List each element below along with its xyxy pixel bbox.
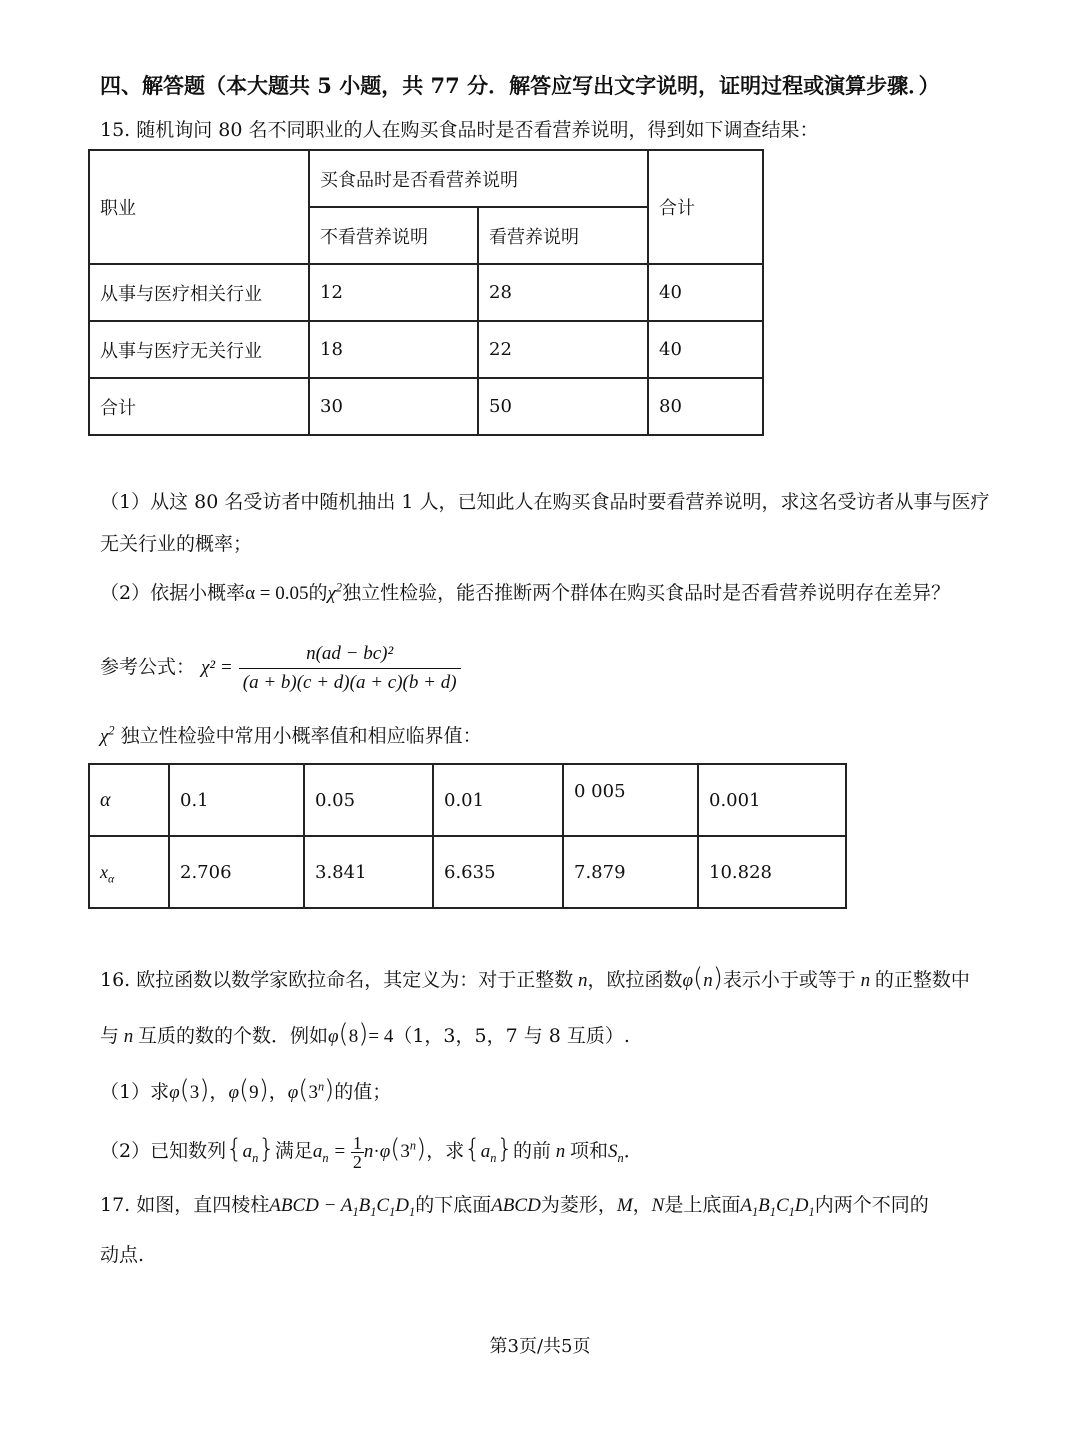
cell-read: 50 — [478, 378, 648, 435]
cell-total: 40 — [648, 321, 763, 378]
page-number: 第3页/共5页 — [489, 1336, 591, 1357]
table-row — [89, 836, 846, 908]
q16-part1: （1）求φ(3)，φ(9)，φ(3$^n$)的值； — [100, 1075, 392, 1105]
formula-numerator: n(ad − bc)² — [239, 640, 461, 669]
q16-line2: 与 n 互质的数的个数．例如φ(8)= 4（1，3，5，7 与 8 互质）. — [100, 1019, 630, 1049]
header-read-label: 买食品时是否看营养说明 — [309, 150, 648, 207]
q15-part2 — [100, 581, 950, 606]
table-row — [89, 764, 846, 836]
formula-fraction — [239, 640, 461, 697]
header-occupation: 职业 — [89, 150, 309, 264]
alpha-header: α — [89, 764, 169, 836]
q17-line2: 动点. — [100, 1244, 145, 1266]
x-alpha-header: $x_\alpha$ — [89, 836, 169, 908]
cell-not-read: 18 — [309, 321, 478, 378]
alpha-cell: 0.01 — [433, 764, 563, 836]
alpha-cell: 0 005 — [563, 764, 698, 836]
critical-value-cell: 3.841 — [304, 836, 433, 908]
cell-not-read: 30 — [309, 378, 478, 435]
cell-read: 22 — [478, 321, 648, 378]
formula-lhs: χ² = — [201, 657, 233, 678]
cell-not-read: 12 — [309, 264, 478, 321]
header-not-read: 不看营养说明 — [309, 207, 478, 264]
reference-formula — [100, 638, 461, 696]
q15-part1-line1: （1）从这 80 名受访者中随机抽出 1 人，已知此人在购买食品时要看营养说明，求这名受访者从事与医疗 — [100, 491, 990, 513]
chi-square-symbol: $\chi^2$ — [100, 723, 115, 747]
formula-label: 参考公式： — [100, 656, 196, 678]
alpha-cell: 0.001 — [698, 764, 846, 836]
q16-part2: （2）已知数列$\{a_n\}$满足$a_n$ = $\frac{1}{2}$ $n\cdot\varphi(3^n)$，求$\{a_n\}$的前 n 项和$S_n$． — [100, 1132, 643, 1172]
q16-line1: 16. 欧拉函数以数学家欧拉命名，其定义为：对于正整数 n，欧拉函数φ(n)表示小于或等于 n 的正整数中 — [100, 963, 970, 993]
critical-value-cell: 10.828 — [698, 836, 846, 908]
formula-denominator: (a + b)(c + d)(a + c)(b + d) — [242, 671, 457, 693]
header-read: 看营养说明 — [478, 207, 648, 264]
survey-table — [88, 149, 764, 436]
critical-caption — [100, 724, 482, 749]
row-label: 从事与医疗相关行业 — [89, 264, 309, 321]
cell-total: 80 — [648, 378, 763, 435]
q15-part1-line2: 无关行业的概率； — [100, 533, 253, 555]
critical-caption-text: 独立性检验中常用小概率值和相应临界值： — [120, 725, 482, 747]
q15-stem: 15. 随机询问 80 名不同职业的人在购买食品时是否看营养说明，得到如下调查结果： — [100, 119, 819, 141]
row-label: 合计 — [89, 378, 309, 435]
q15-part2-c: 独立性检验，能否推断两个群体在购买食品时是否看营养说明存在差异？ — [342, 582, 951, 604]
row-label: 从事与医疗无关行业 — [89, 321, 309, 378]
header-total: 合计 — [648, 150, 763, 264]
table-row — [89, 264, 763, 321]
cell-total: 40 — [648, 264, 763, 321]
critical-values-table — [88, 763, 847, 909]
q17-line1: 17. 如图，直四棱柱ABCD − $A_1B_1C_1D_1$的下底面ABCD为菱形，M，N是上底面$A_1B_1C_1D_1$内两个不同的 — [100, 1194, 929, 1219]
critical-value-cell: 2.706 — [169, 836, 304, 908]
chi-square-symbol: $\chi^2$ — [327, 580, 343, 604]
table-row — [89, 378, 763, 435]
q15-part2-b: 的 — [308, 582, 328, 604]
alpha-value: α = 0.05 — [245, 583, 309, 604]
alpha-cell: 0.05 — [304, 764, 433, 836]
section-title: 四、解答题（本大题共 5 小题，共 77 分．解答应写出文字说明，证明过程或演算步骤．） — [100, 73, 940, 98]
cell-read: 28 — [478, 264, 648, 321]
table-row — [89, 321, 763, 378]
critical-value-cell: 7.879 — [563, 836, 698, 908]
alpha-cell: 0.1 — [169, 764, 304, 836]
q15-part2-a: （2）依据小概率 — [100, 582, 246, 604]
critical-value-cell: 6.635 — [433, 836, 563, 908]
